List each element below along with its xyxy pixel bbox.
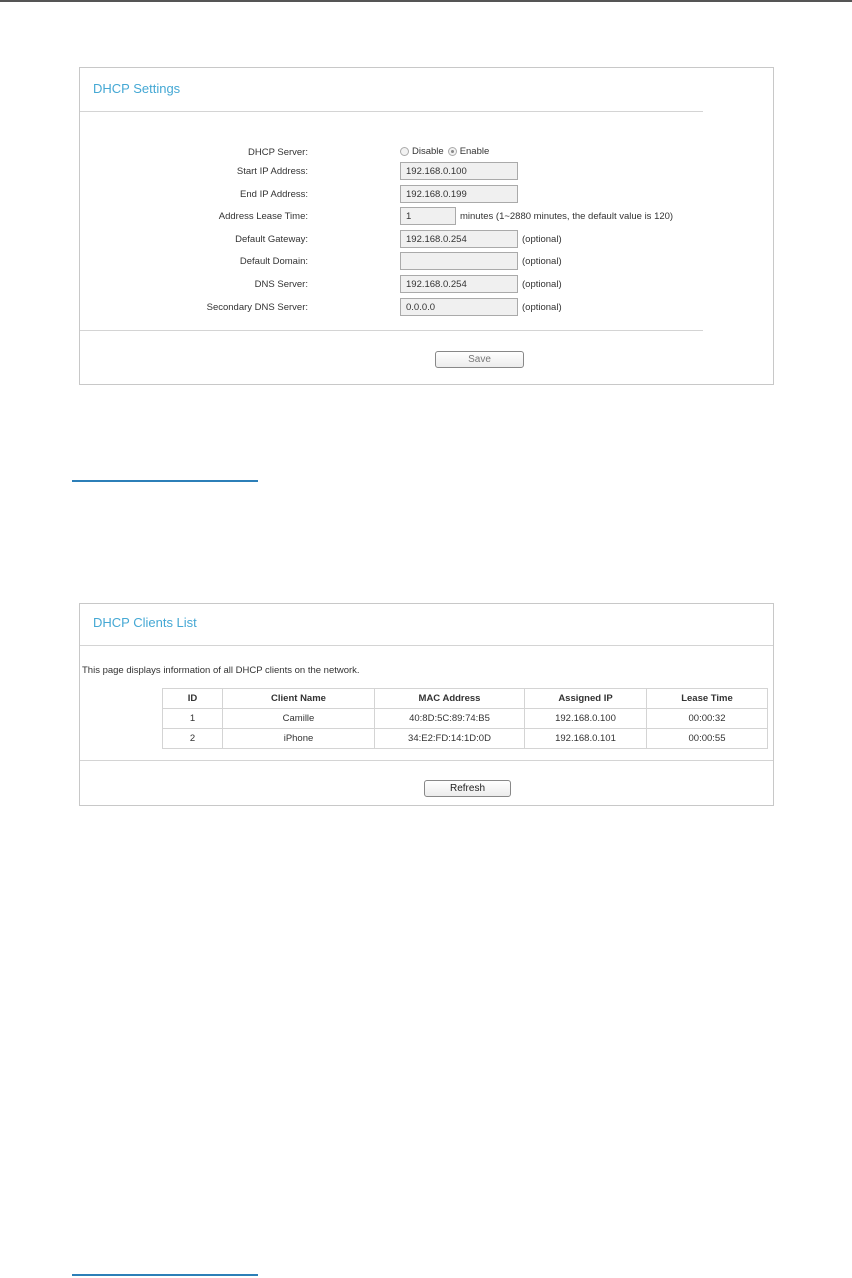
cell-assigned-ip: 192.168.0.101 — [525, 729, 647, 749]
column-header-client-name: Client Name — [223, 689, 375, 709]
column-header-id: ID — [163, 689, 223, 709]
clients-footer-divider — [80, 760, 773, 761]
title-divider — [80, 111, 703, 112]
disable-radio[interactable] — [400, 147, 409, 156]
default-gateway-input[interactable] — [400, 230, 518, 248]
default-gateway-hint: (optional) — [522, 234, 562, 245]
cell-client-name: iPhone — [223, 729, 375, 749]
cell-client-name: Camille — [223, 709, 375, 729]
dhcp-server-label: DHCP Server: — [247, 147, 308, 158]
table-row — [163, 709, 768, 729]
column-header-mac-address: MAC Address — [375, 689, 525, 709]
cell-lease-time: 00:00:32 — [647, 709, 768, 729]
clients-title-divider — [80, 645, 773, 646]
default-domain-input[interactable] — [400, 252, 518, 270]
cell-lease-time: 00:00:55 — [647, 729, 768, 749]
clients-table — [162, 688, 768, 749]
start-ip-row — [80, 162, 773, 182]
default-gateway-row — [80, 230, 773, 250]
lease-time-row — [80, 207, 773, 227]
dhcp-clients-title: DHCP Clients List — [93, 615, 197, 630]
clients-description: This page displays information of all DHCP clients on the network. — [82, 665, 360, 676]
end-ip-label: End IP Address: — [240, 189, 308, 200]
dhcp-clients-panel — [79, 603, 774, 806]
lease-time-hint: minutes (1~2880 minutes, the default value is 120) — [460, 211, 674, 222]
disable-radio-label[interactable]: Disable — [412, 146, 444, 157]
dns-server-hint: (optional) — [522, 279, 562, 290]
default-domain-row — [80, 252, 773, 272]
clients-table-header — [163, 689, 768, 709]
table-row — [163, 729, 768, 749]
cell-mac-address: 34:E2:FD:14:1D:0D — [375, 729, 525, 749]
save-button[interactable]: Save — [435, 351, 524, 368]
end-ip-row — [80, 185, 773, 205]
dhcp-server-radio-group — [400, 146, 493, 157]
dhcp-server-row — [80, 143, 773, 163]
dhcp-settings-panel — [79, 67, 774, 385]
dns-server-input[interactable] — [400, 275, 518, 293]
default-domain-hint: (optional) — [522, 256, 562, 267]
dns-server-label: DNS Server: — [254, 279, 308, 290]
lease-time-input[interactable] — [400, 207, 456, 225]
cell-assigned-ip: 192.168.0.100 — [525, 709, 647, 729]
start-ip-input[interactable] — [400, 162, 518, 180]
end-ip-input[interactable] — [400, 185, 518, 203]
column-header-assigned-ip: Assigned IP — [525, 689, 647, 709]
column-header-lease-time: Lease Time — [647, 689, 768, 709]
enable-radio[interactable] — [448, 147, 457, 156]
dns-server-row — [80, 275, 773, 295]
cell-id: 2 — [163, 729, 223, 749]
default-domain-label: Default Domain: — [239, 256, 308, 267]
footer-divider — [80, 330, 703, 331]
secondary-dns-hint: (optional) — [522, 302, 562, 313]
page-top-rule — [0, 0, 852, 2]
lease-time-label: Address Lease Time: — [218, 211, 308, 222]
cell-mac-address: 40:8D:5C:89:74:B5 — [375, 709, 525, 729]
secondary-dns-input[interactable] — [400, 298, 518, 316]
enable-radio-label[interactable]: Enable — [459, 146, 490, 157]
start-ip-label: Start IP Address: — [236, 166, 308, 177]
default-gateway-label: Default Gateway: — [235, 234, 308, 245]
section-accent-rule — [72, 1274, 258, 1276]
dhcp-settings-title: DHCP Settings — [93, 81, 181, 96]
section-accent-rule — [72, 480, 258, 482]
secondary-dns-row — [80, 298, 773, 318]
cell-id: 1 — [163, 709, 223, 729]
refresh-button[interactable]: Refresh — [424, 780, 511, 797]
secondary-dns-label: Secondary DNS Server: — [206, 302, 308, 313]
